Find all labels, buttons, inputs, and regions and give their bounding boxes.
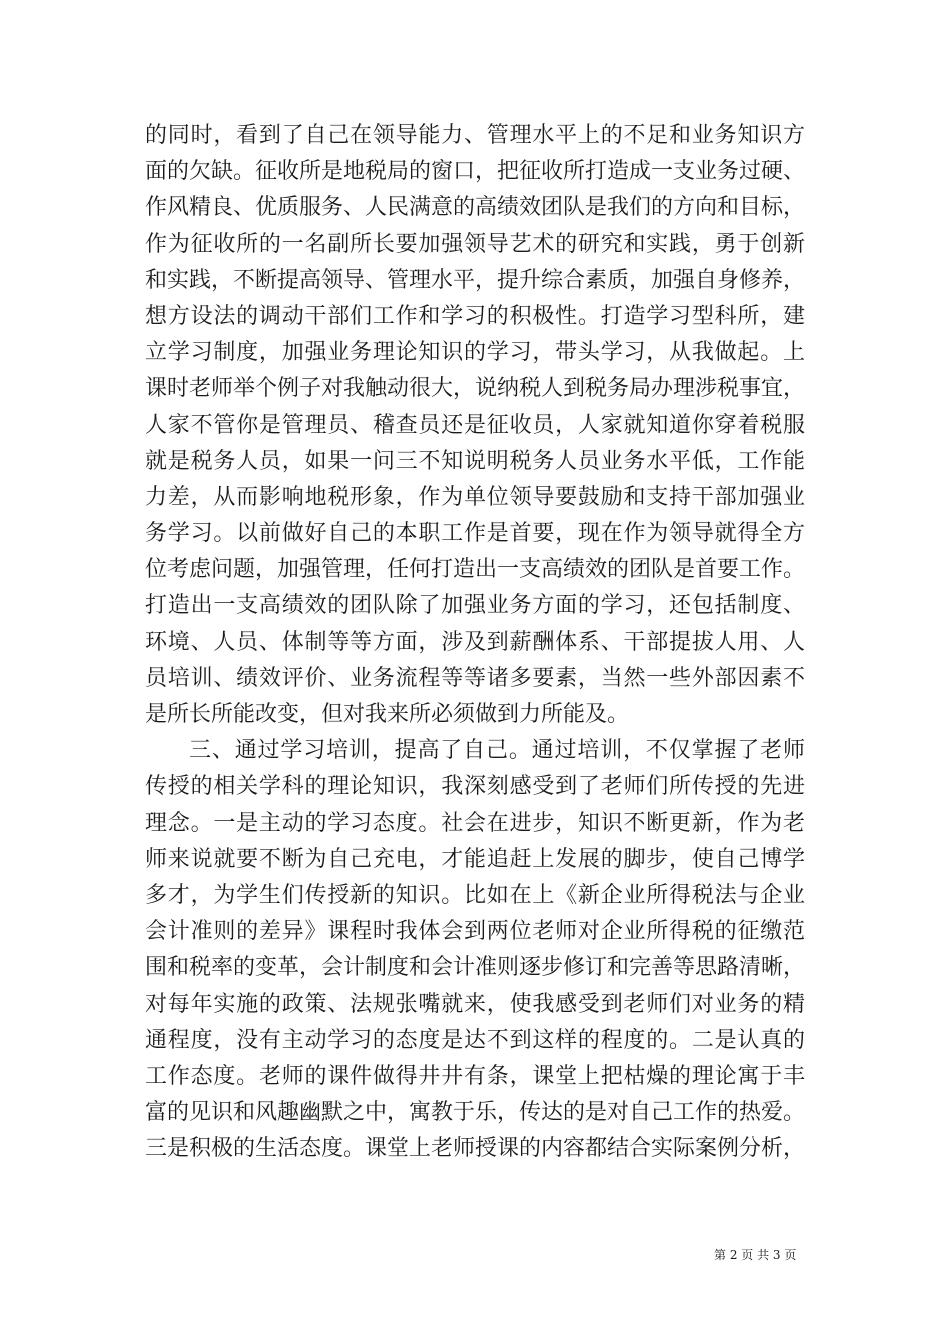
body-text [145, 118, 805, 1167]
text-line: 是所长所能改变，但对我来所必须做到力所能及。 [145, 702, 630, 727]
text-line: 对每年实施的政策、法规张嘴就来，使我感受到老师们对业务的精 [145, 991, 805, 1017]
text-line: 想方设法的调动干部们工作和学习的积极性。打造学习型科所，建 [145, 303, 805, 329]
text-line: 围和税率的变革，会计制度和会计准则逐步修订和完善等思路清晰， [145, 955, 806, 981]
text-line: 人家不管你是管理员、稽查员还是征收员，人家就知道你穿着税服 [145, 412, 805, 438]
paragraph-start-line: 三、通过学习培训，提高了自己。通过培训，不仅掌握了老师 [189, 738, 805, 764]
text-line: 理念。一是主动的学习态度。社会在进步，知识不断更新，作为老 [145, 810, 805, 836]
page-number: 第 2 页 共 3 页 [714, 1248, 797, 1262]
text-line: 的同时，看到了自己在领导能力、管理水平上的不足和业务知识方 [145, 123, 805, 148]
text-line: 师来说就要不断为自己充电，才能追赶上发展的脚步，使自己博学 [145, 846, 805, 872]
text-line: 打造出一支高绩效的团队除了加强业务方面的学习，还包括制度、 [145, 593, 805, 619]
text-line: 工作态度。老师的课件做得井井有条，课堂上把枯燥的理论寓于丰 [145, 1063, 805, 1089]
text-line: 力差，从而影响地税形象，作为单位领导要鼓励和支持干部加强业 [145, 484, 805, 510]
text-line: 就是税务人员，如果一问三不知说明税务人员业务水平低，工作能 [145, 448, 805, 474]
text-line: 课时老师举个例子对我触动很大，说纳税人到税务局办理涉税事宜， [145, 376, 806, 402]
text-line: 多才，为学生们传授新的知识。比如在上《新企业所得税法与企业 [145, 882, 805, 908]
text-line: 富的见识和风趣幽默之中，寓教于乐，传达的是对自己工作的热爱。 [145, 1100, 806, 1126]
text-line: 三是积极的生活态度。课堂上老师授课的内容都结合实际案例分析， [145, 1136, 806, 1162]
text-line: 和实践，不断提高领导、管理水平，提升综合素质，加强自身修养， [145, 267, 806, 293]
text-line: 务学习。以前做好自己的本职工作是首要，现在作为领导就得全方 [145, 521, 805, 547]
text-line: 通程度，没有主动学习的态度是达不到这样的程度的。二是认真的 [145, 1027, 805, 1053]
text-line: 位考虑问题，加强管理，任何打造出一支高绩效的团队是首要工作。 [145, 557, 806, 583]
text-line: 作为征收所的一名副所长要加强领导艺术的研究和实践，勇于创新 [145, 231, 805, 257]
text-line: 面的欠缺。征收所是地税局的窗口，把征收所打造成一支业务过硬、 [145, 159, 806, 185]
text-line: 会计准则的差异》课程时我体会到两位老师对企业所得税的征缴范 [145, 919, 805, 945]
text-line: 立学习制度，加强业务理论知识的学习，带头学习，从我做起。上 [145, 340, 805, 366]
text-line: 传授的相关学科的理论知识，我深刻感受到了老师们所传授的先进 [145, 774, 805, 800]
text-line: 环境、人员、体制等等方面，涉及到薪酬体系、干部提拔人用、人 [145, 629, 805, 655]
text-line: 员培训、绩效评价、业务流程等等诸多要素，当然一些外部因素不 [145, 665, 805, 691]
text-line: 作风精良、优质服务、人民满意的高绩效团队是我们的方向和目标， [145, 195, 806, 221]
